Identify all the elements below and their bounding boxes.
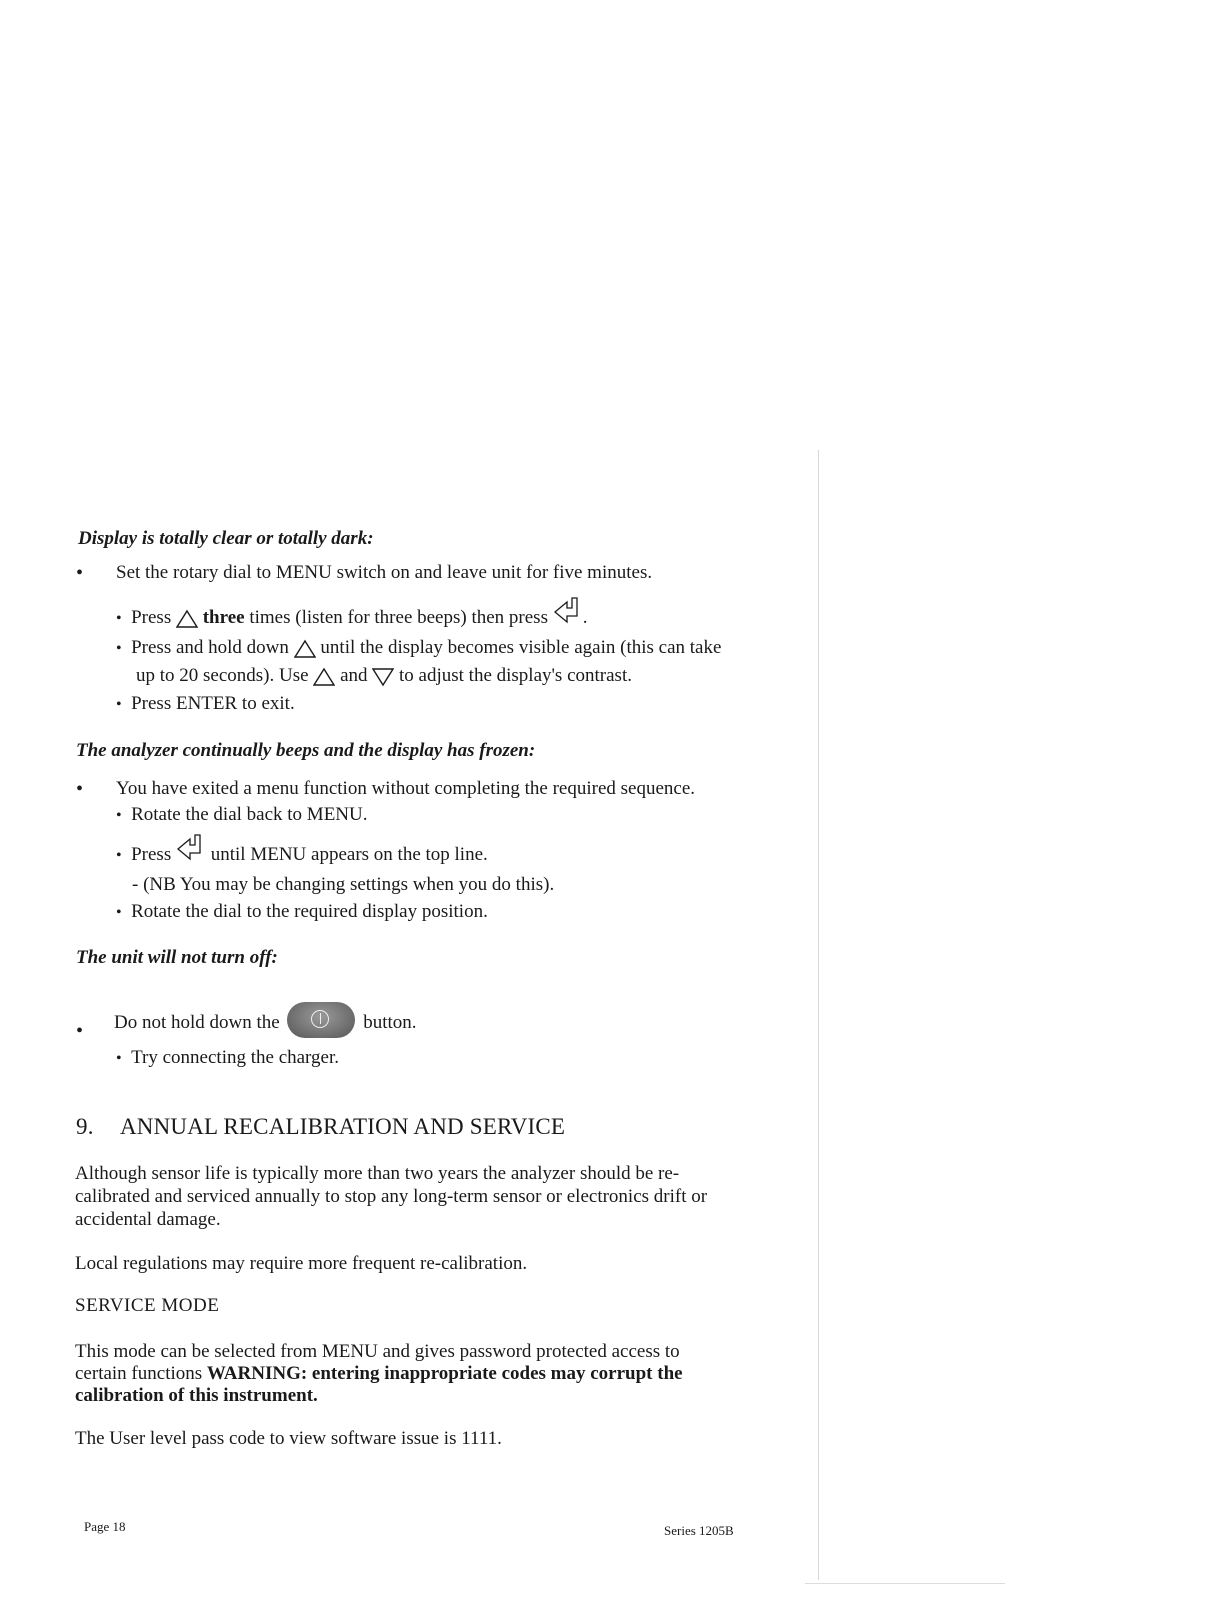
paragraph-line: calibrated and serviced annually to stop any long-term sensor or electronics drift or — [75, 1186, 708, 1207]
down-triangle-icon — [372, 667, 394, 687]
paragraph-line: accidental damage. — [75, 1209, 221, 1230]
note-text: - (NB You may be changing settings when you do this). — [132, 874, 555, 895]
bullet-dot: • — [76, 778, 84, 800]
bullet-text: Set the rotary dial to MENU switch on and leave unit for five minutes. — [116, 562, 653, 583]
paragraph-line: certain functions WARNING: entering inappropriate codes may corrupt the — [75, 1363, 683, 1384]
paragraph-line: This mode can be selected from MENU and gives password protected access to — [75, 1341, 680, 1362]
bullet-dot: • — [76, 562, 84, 584]
paragraph-line: Although sensor life is typically more than two years the analyzer should be re- — [75, 1163, 680, 1184]
bullet-dot: • — [76, 1020, 84, 1042]
sub-bullet: • — [116, 847, 122, 864]
up-triangle-icon — [294, 639, 316, 659]
sub-item: • Try connecting the charger. — [116, 1047, 340, 1068]
enter-arrow-icon — [553, 595, 583, 627]
power-button-icon — [287, 1002, 355, 1038]
sub-item: • Rotate the dial to the required display position. — [116, 901, 488, 922]
sub-item: • Press three times (listen for three beeps) then press . — [116, 595, 587, 629]
paragraph: The User level pass code to view software issue is 1111. — [75, 1428, 502, 1449]
sub-item: • Press until MENU appears on the top line. — [116, 830, 488, 866]
series-label: Series 1205B — [664, 1523, 734, 1538]
enter-arrow-icon — [176, 830, 206, 866]
page-number: Page 18 — [84, 1519, 126, 1534]
section-number: 9. — [76, 1114, 94, 1139]
page-edge — [805, 1583, 1005, 1584]
paragraph: Local regulations may require more frequent re-calibration. — [75, 1253, 528, 1274]
up-triangle-icon — [313, 667, 335, 687]
sub-item: • Press and hold down until the display becomes visible again (this can take — [116, 637, 722, 658]
sub-bullet: • — [116, 1050, 122, 1067]
bullet-text: You have exited a menu function without completing the required sequence. — [116, 778, 695, 799]
sub-bullet: • — [116, 696, 122, 713]
sub-bullet: • — [116, 640, 122, 657]
page-edge — [818, 450, 819, 1580]
sub-item: • Rotate the dial back to MENU. — [116, 804, 368, 825]
warning-text: calibration of this instrument. — [75, 1385, 318, 1406]
sub-bullet: • — [116, 610, 122, 627]
sub-item: • Press ENTER to exit. — [116, 693, 295, 714]
heading-analyzer-beeps: The analyzer continually beeps and the display has frozen: — [76, 740, 536, 761]
sub-bullet: • — [116, 807, 122, 824]
heading-display-clear: Display is totally clear or totally dark: — [78, 528, 374, 549]
section-title: ANNUAL RECALIBRATION AND SERVICE — [120, 1114, 566, 1139]
sub-item-continued: up to 20 seconds). Use and to adjust the display's contrast. — [136, 665, 632, 686]
paragraph-line — [75, 1385, 318, 1407]
subheading-service-mode: SERVICE MODE — [75, 1295, 220, 1316]
warning-text: WARNING: entering inappropriate codes may corrupt the — [206, 1363, 683, 1384]
up-triangle-icon — [176, 609, 198, 629]
heading-unit-not-off: The unit will not turn off: — [76, 947, 278, 968]
sub-bullet: • — [116, 904, 122, 921]
bullet-text: Do not hold down the button. — [114, 1002, 417, 1038]
